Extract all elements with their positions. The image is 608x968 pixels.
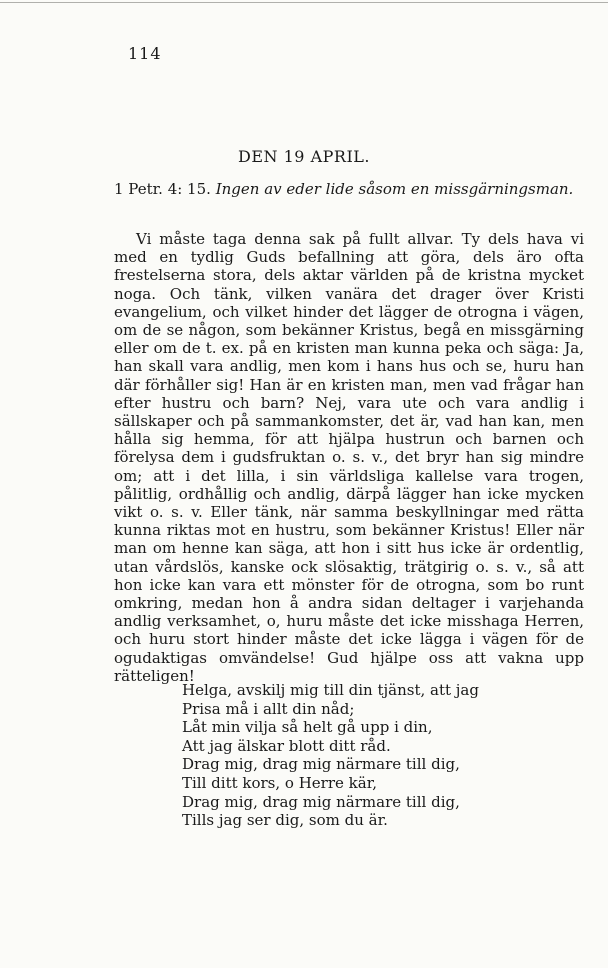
poem-line: Tills jag ser dig, som du är. <box>182 811 388 830</box>
poem-line: Till ditt kors, o Herre kär, <box>182 773 377 792</box>
page-title: DEN 19 APRIL. <box>238 147 370 166</box>
verse-quote: Ingen av eder lide såsom en missgärningsman. <box>215 180 574 198</box>
verse-reference: 1 Petr. 4: 15. <box>114 180 211 198</box>
top-rule <box>0 2 608 3</box>
poem-line: Helga, avskilj mig till din tjänst, att jag <box>182 681 479 699</box>
poem-line: Drag mig, drag mig närmare till dig, <box>182 792 460 811</box>
poem-line: Att jag älskar blott ditt råd. <box>182 736 391 755</box>
scripture-verse <box>114 180 584 199</box>
poem-line: Drag mig, drag mig närmare till dig, <box>182 755 460 774</box>
poem-line: Låt min vilja så helt gå upp i din, <box>182 718 433 737</box>
poem-line: Prisa må i allt din nåd; <box>182 699 355 718</box>
devotional-text: Vi måste taga denna sak på fullt allvar. Ty dels hava vi med en tydlig Guds befallning att göra, dels äro ofta frestelserna stora, dels aktar världen på de kristna mycket noga. Och tänk, vilken vanära det drager över Kristi evangelium, och vilket hinder det lägger de otrogna i vägen, om de se någon, som bekänner Kristus, begå en missgärning eller om de t. ex. på en kristen man kunna peka och säga: Ja, han skall vara andlig, men kom i hans hus och se, huru han där förhåller sig! Han är en kristen man, men vad frågar han efter hustru och barn? Nej, vara ute och vara andlig i sällskaper och på sammankomster, det är, vad han kan, men hålla sig hemma, för att hjälpa hustrun och barnen och förelysa dem i gudsfruktan o. s. v., det bryr han sig mindre om; att i det lilla, i sin världsliga kallelse vara trogen, pålitlig, ordhållig och andlig, därpå lägger han icke mycken vikt o. s. v. Eller tänk, när samma beskyllningar med rätta kunna riktas mot en hustru, som bekänner Kristus! Eller när man om henne kan säga, att hon i sitt hus icke är ordentlig, utan vårdslös, kanske ock slösaktig, trätgirig o. s. v., så att hon icke kan vara ett mönster för de otrogna, som bo runt omkring, medan hon å andra sidan deltager i varjehanda andlig verksamhet, o, huru måste det icke misshaga Herren, och huru stort hinder måste det icke lägga i vägen för de ogudaktigas omvändelse! Gud hjälpe oss att vakna upp rätteligen! <box>114 230 584 685</box>
page-number: 114 <box>128 44 162 63</box>
hymn-verse <box>182 681 479 830</box>
